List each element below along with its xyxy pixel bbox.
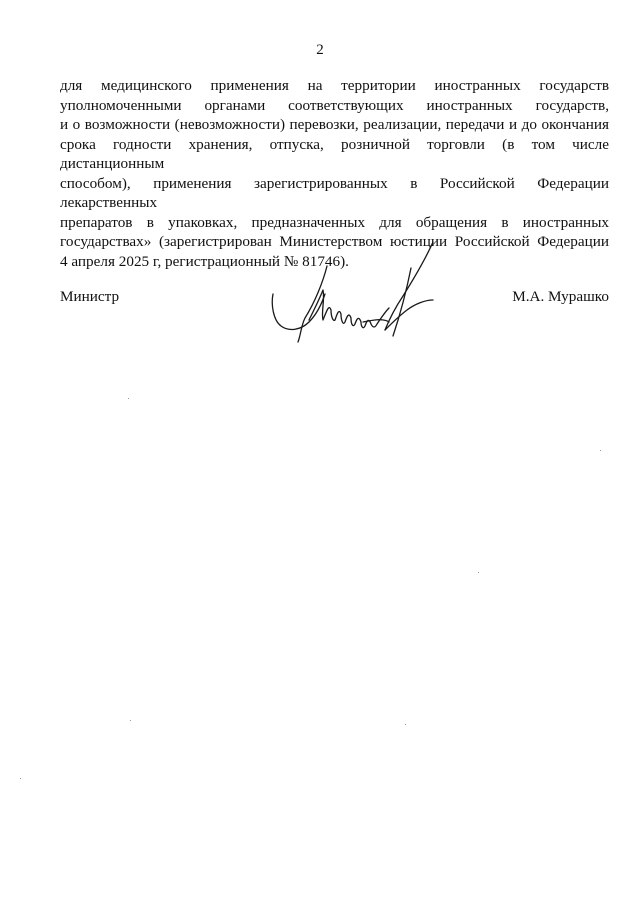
handwritten-signature [265,238,445,348]
body-line: срока годности хранения, отпуска, розничной торговли (в том числе дистанционным [60,135,609,172]
body-line: способом), применения зарегистрированных в Российской Федерации лекарственных [60,174,609,211]
scan-speck [478,572,479,573]
scan-speck [405,724,406,725]
body-line: для медицинского применения на территории иностранных государств [60,77,609,94]
scan-speck [20,778,21,779]
page-number: 2 [316,42,324,58]
body-line: государствах» (зарегистрирован Министерством юстиции Российской Федерации [60,233,609,250]
body-line: препаратов в упаковках, предназначенных для обращения в иностранных [60,213,609,231]
scan-speck [130,720,131,721]
signature-block [60,238,609,348]
body-line: уполномоченными органами соответствующих иностранных государств, [60,96,609,114]
signer-position: Министр [60,288,120,305]
scan-speck [600,450,601,451]
scan-speck [128,398,129,399]
signer-name: М.А. Мурашко [512,288,609,305]
body-line: 4 апреля 2025 г, регистрационный № 81746). [60,252,349,270]
body-line: и о возможности (невозможности) перевозки, реализации, передачи и до окончания [60,116,609,133]
